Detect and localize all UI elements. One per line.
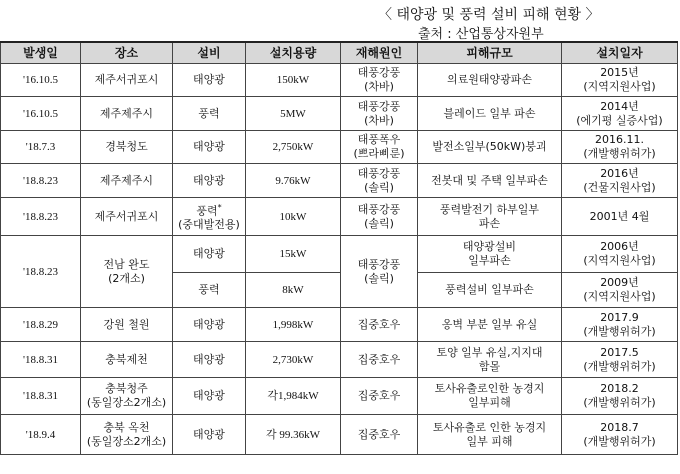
- damage-cell: 전봇대 및 주택 일부파손: [418, 164, 562, 198]
- place-cell: 제주제주시: [81, 164, 173, 198]
- cause-cell: 태풍강풍 (솔릭): [341, 198, 418, 236]
- cause-cell: 태풍폭우 (쁘라삐룬): [341, 131, 418, 164]
- date-cell: '18.8.23: [1, 198, 81, 236]
- table-row: [1, 308, 678, 342]
- capacity-cell: 2,730kW: [246, 342, 341, 378]
- table-row: [1, 236, 678, 273]
- date-cell: '18.9.4: [1, 415, 81, 455]
- table-row: [1, 164, 678, 198]
- capacity-cell: 1,998kW: [246, 308, 341, 342]
- cause-cell: 집중호우: [341, 342, 418, 378]
- damage-cell: 블레이드 일부 파손: [418, 97, 562, 131]
- col-header-place: 장소: [81, 42, 173, 64]
- cause-cell: 태풍강풍 (차바): [341, 64, 418, 97]
- damage-cell: 토사유출로 인한 농경지 일부 피해: [418, 415, 562, 455]
- facility-cell: 풍력* (중대발전용): [173, 198, 246, 236]
- page-title: 〈 태양광 및 풍력 설비 피해 현황 〉: [378, 7, 600, 23]
- cause-cell: 집중호우: [341, 415, 418, 455]
- table-row: [1, 342, 678, 378]
- col-header-cause: 재해원인: [341, 42, 418, 64]
- installed-cell: 2017.9 (개발행위허가): [562, 308, 678, 342]
- place-cell: 제주서귀포시: [81, 64, 173, 97]
- damage-cell: 의료원태양광파손: [418, 64, 562, 97]
- place-cell: 전남 완도 (2개소): [81, 236, 173, 308]
- installed-cell: 2009년 (지역지원사업): [562, 273, 678, 308]
- place-cell: 경북청도: [81, 131, 173, 164]
- col-header-installed: 설치일자: [562, 42, 678, 64]
- facility-cell: 풍력: [173, 273, 246, 308]
- installed-cell: 2016.11. (개발행위허가): [562, 131, 678, 164]
- cause-cell: 집중호우: [341, 308, 418, 342]
- table-row: [1, 378, 678, 415]
- source-note: 출처 : 산업통상자원부: [418, 27, 544, 42]
- place-cell: 충북청주 (동일장소2개소): [81, 378, 173, 415]
- installed-cell: 2016년 (건물지원사업): [562, 164, 678, 198]
- col-header-facility: 설비: [173, 42, 246, 64]
- installed-cell: 2015년 (지역지원사업): [562, 64, 678, 97]
- damage-cell: 토양 일부 유실,지지대 함몰: [418, 342, 562, 378]
- date-cell: '18.8.23: [1, 236, 81, 308]
- place-cell: 제주제주시: [81, 97, 173, 131]
- table-row: [1, 64, 678, 97]
- cause-cell: 태풍강풍 (차바): [341, 97, 418, 131]
- facility-cell: 태양광: [173, 64, 246, 97]
- damage-cell: 풍력설비 일부파손: [418, 273, 562, 308]
- facility-cell: 태양광: [173, 236, 246, 273]
- place-cell: 제주서귀포시: [81, 198, 173, 236]
- capacity-cell: 2,750kW: [246, 131, 341, 164]
- capacity-cell: 각 99.36kW: [246, 415, 341, 455]
- col-header-capacity: 설치용량: [246, 42, 341, 64]
- damage-cell: 발전소일부(50kW)붕괴: [418, 131, 562, 164]
- col-header-date: 발생일: [1, 42, 81, 64]
- damage-table: [0, 41, 678, 455]
- table-row: [1, 198, 678, 236]
- facility-cell: 태양광: [173, 415, 246, 455]
- damage-cell: 풍력발전기 하부일부 파손: [418, 198, 562, 236]
- table-row: [1, 97, 678, 131]
- cause-cell: 집중호우: [341, 378, 418, 415]
- facility-cell: 풍력: [173, 97, 246, 131]
- facility-cell: 태양광: [173, 131, 246, 164]
- date-cell: '18.8.29: [1, 308, 81, 342]
- facility-cell: 태양광: [173, 308, 246, 342]
- installed-cell: 2018.2 (개발행위허가): [562, 378, 678, 415]
- facility-cell: 태양광: [173, 378, 246, 415]
- damage-cell: 태양광설비 일부파손: [418, 236, 562, 273]
- installed-cell: 2006년 (지역지원사업): [562, 236, 678, 273]
- facility-cell: 태양광: [173, 342, 246, 378]
- capacity-cell: 10kW: [246, 198, 341, 236]
- installed-cell: 2001년 4월: [562, 198, 678, 236]
- place-cell: 강원 철원: [81, 308, 173, 342]
- capacity-cell: 각1,984kW: [246, 378, 341, 415]
- damage-cell: 토사유출로인한 농경지 일부피해: [418, 378, 562, 415]
- cause-cell: 태풍강풍 (솔릭): [341, 164, 418, 198]
- date-cell: '18.8.31: [1, 342, 81, 378]
- table-row: [1, 415, 678, 455]
- installed-cell: 2017.5 (개발행위허가): [562, 342, 678, 378]
- installed-cell: 2018.7 (개발행위허가): [562, 415, 678, 455]
- capacity-cell: 8kW: [246, 273, 341, 308]
- capacity-cell: 15kW: [246, 236, 341, 273]
- capacity-cell: 9.76kW: [246, 164, 341, 198]
- date-cell: '18.8.23: [1, 164, 81, 198]
- capacity-cell: 150kW: [246, 64, 341, 97]
- header-row: [1, 42, 678, 64]
- date-cell: '18.7.3: [1, 131, 81, 164]
- place-cell: 충북제천: [81, 342, 173, 378]
- date-cell: '16.10.5: [1, 97, 81, 131]
- capacity-cell: 5MW: [246, 97, 341, 131]
- date-cell: '16.10.5: [1, 64, 81, 97]
- col-header-damage: 피해규모: [418, 42, 562, 64]
- date-cell: '18.8.31: [1, 378, 81, 415]
- place-cell: 충북 옥천 (동일장소2개소): [81, 415, 173, 455]
- table-row: [1, 131, 678, 164]
- installed-cell: 2014년 (에기평 실증사업): [562, 97, 678, 131]
- cause-cell: 태풍강풍 (솔릭): [341, 236, 418, 308]
- facility-cell: 태양광: [173, 164, 246, 198]
- damage-cell: 옹벽 부분 일부 유실: [418, 308, 562, 342]
